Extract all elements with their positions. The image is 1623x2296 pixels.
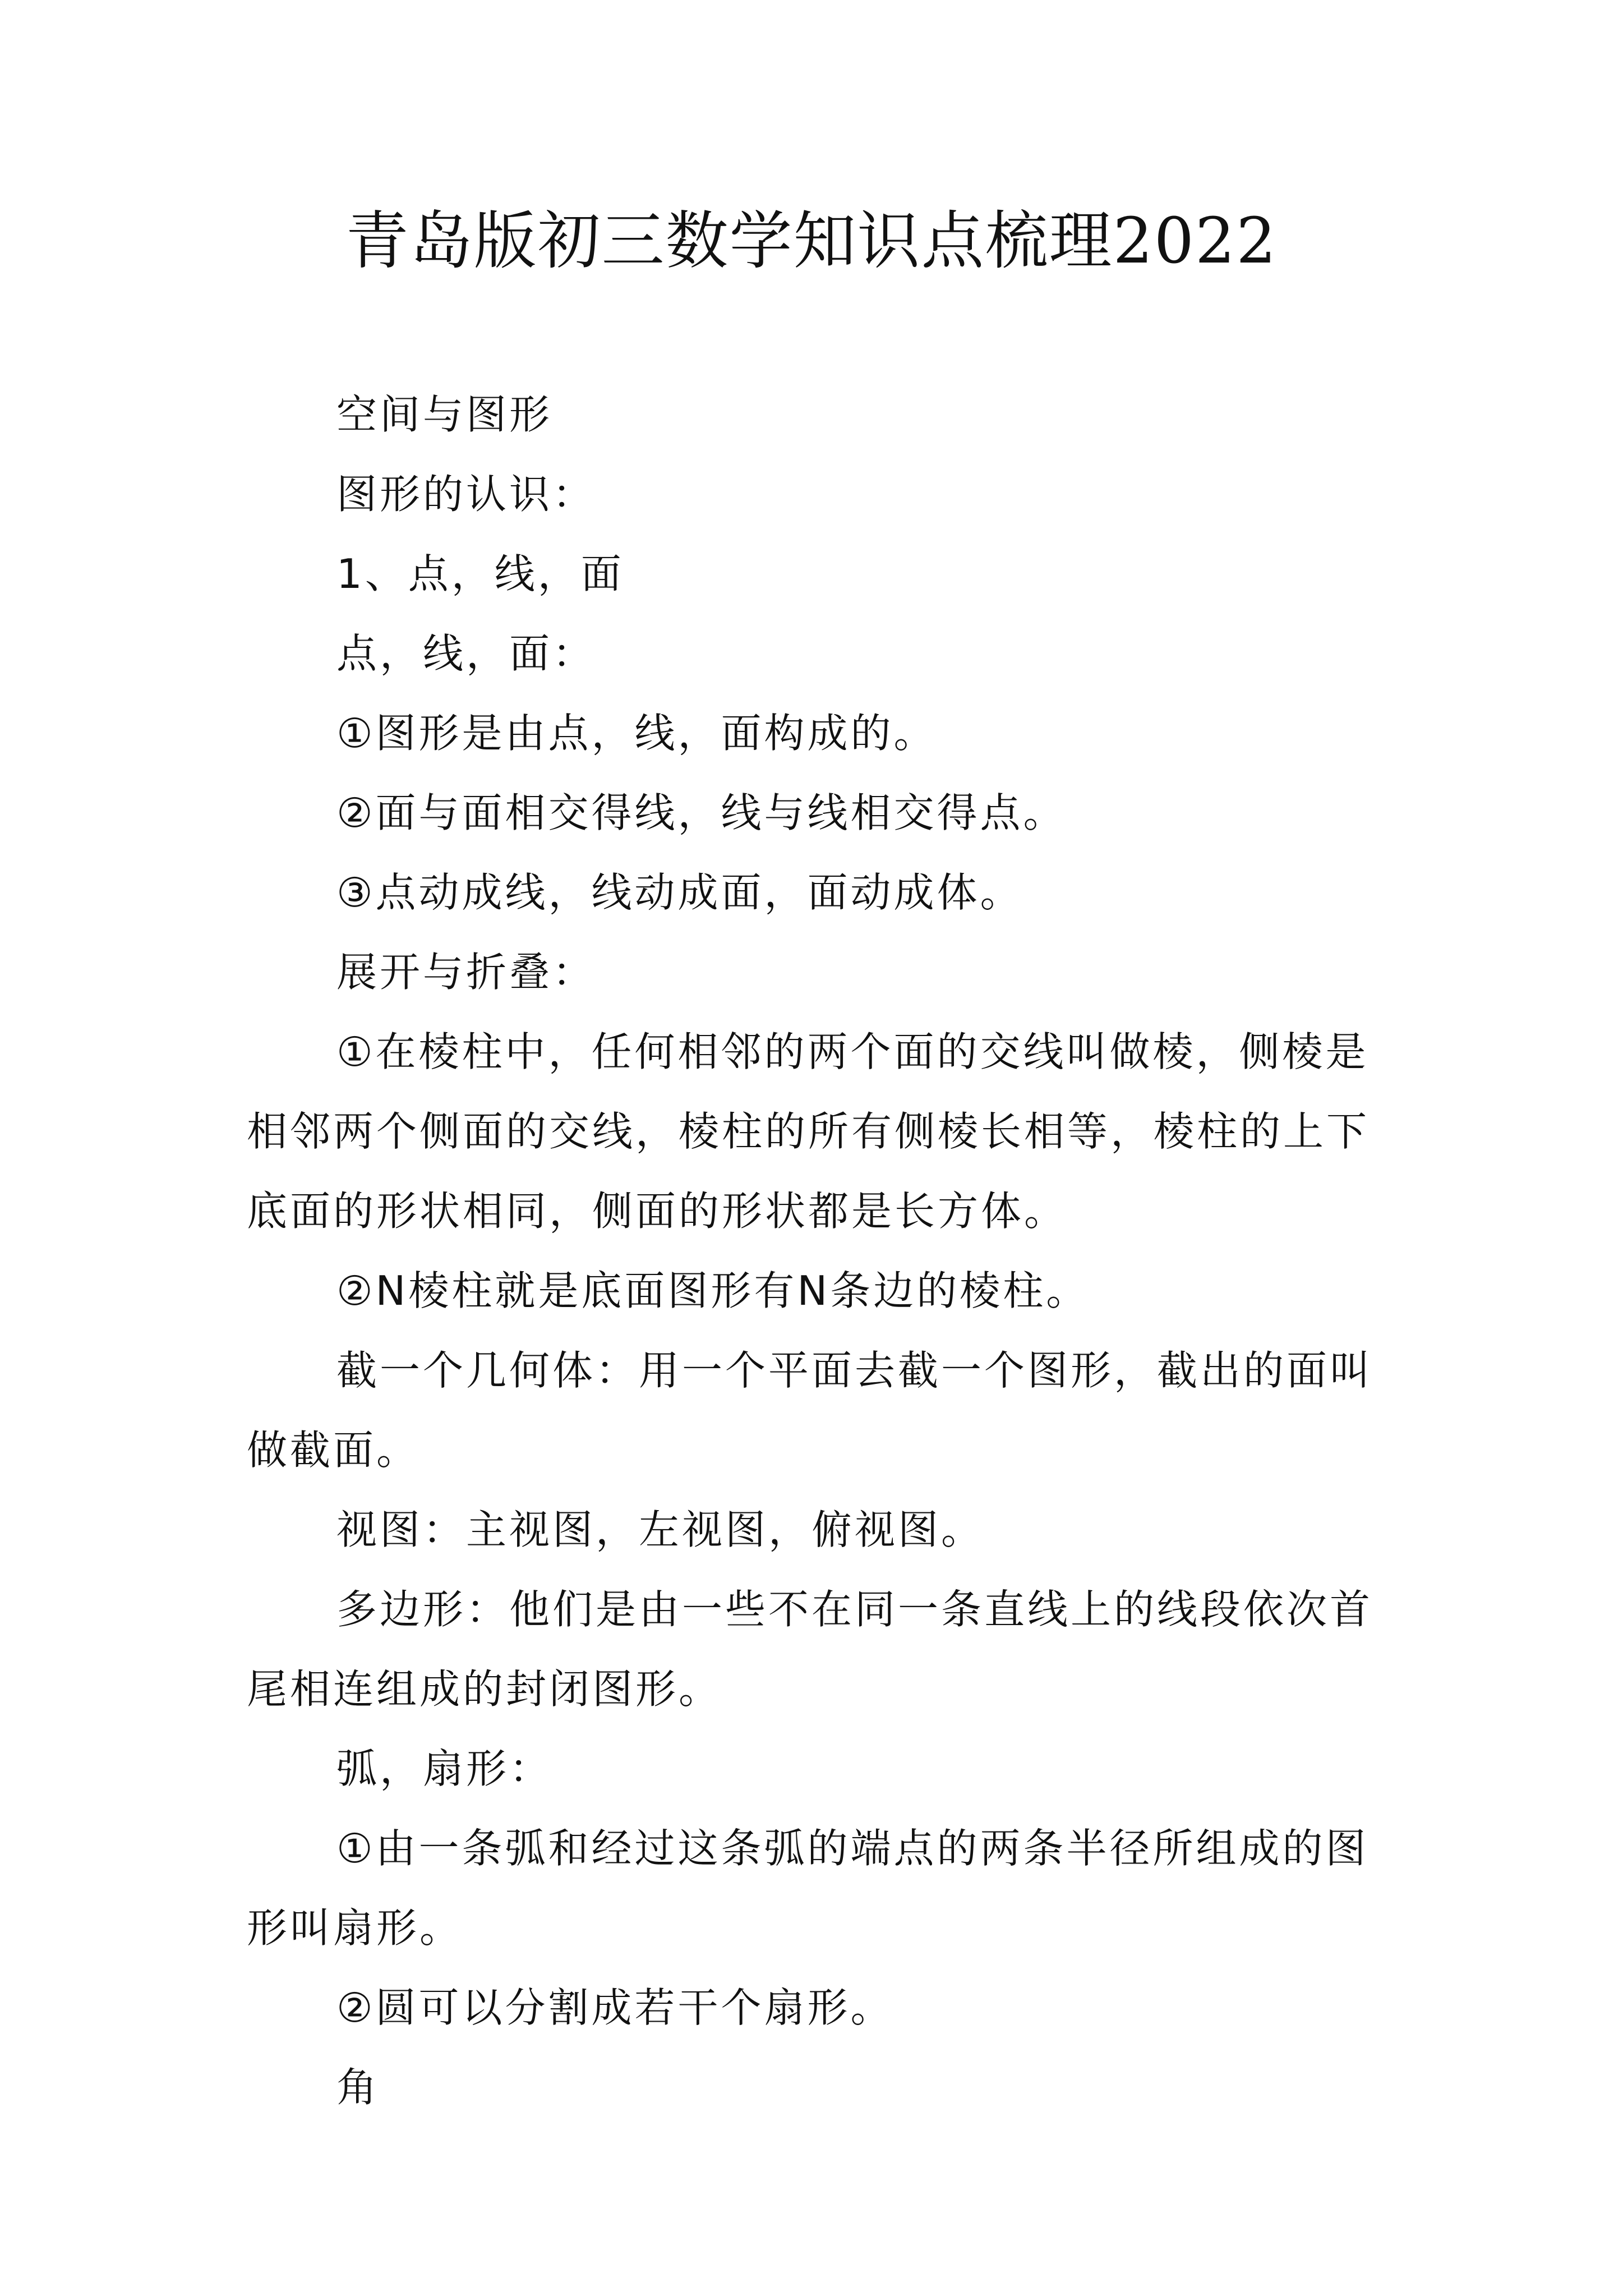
- paragraph-prism-definition: ①在棱柱中，任何相邻的两个面的交线叫做棱，侧棱是相邻两个侧面的交线，棱柱的所有侧棱长相等，棱柱的上下底面的形状相同，侧面的形状都是长方体。: [247, 1028, 1370, 1235]
- paragraph-views: 视图：主视图，左视图，俯视图。: [336, 1506, 985, 1553]
- paragraph-cross-section: 截一个几何体：用一个平面去截一个图形，截出的面叫做截面。: [247, 1347, 1373, 1474]
- document-body: [247, 375, 1391, 2127]
- paragraph-n-prism: ②N棱柱就是底面图形有N条边的棱柱。: [336, 1267, 1090, 1314]
- paragraph-arc-sector-label: 弧，扇形：: [336, 1745, 553, 1792]
- paragraph-unfold-fold-label: 展开与折叠：: [336, 949, 596, 996]
- paragraph-angle: 角: [336, 2064, 380, 2111]
- item-heading-point-line-face: 1、点，线，面: [336, 550, 624, 597]
- document-title: 青岛版初三数学知识点梳理2022: [345, 205, 1278, 278]
- paragraph-polygon: 多边形：他们是由一些不在同一条直线上的线段依次首尾相连组成的封闭图形。: [247, 1586, 1373, 1713]
- paragraph-sector-definition: ①由一条弧和经过这条弧的端点的两条半径所组成的图形叫扇形。: [247, 1825, 1369, 1952]
- subsection-heading-shape-recognition: 图形的认识：: [336, 471, 596, 518]
- paragraph-rule-1: ①图形是由点，线，面构成的。: [336, 710, 937, 757]
- section-heading-space-and-shapes: 空间与图形: [336, 391, 553, 438]
- paragraph-rule-2: ②面与面相交得线，线与线相交得点。: [336, 789, 1067, 836]
- paragraph-rule-3: ③点动成线，线动成面，面动成体。: [336, 869, 1023, 916]
- paragraph-point-line-face-label: 点，线，面：: [336, 630, 596, 677]
- paragraph-circle-division: ②圆可以分割成若干个扇形。: [336, 1984, 894, 2031]
